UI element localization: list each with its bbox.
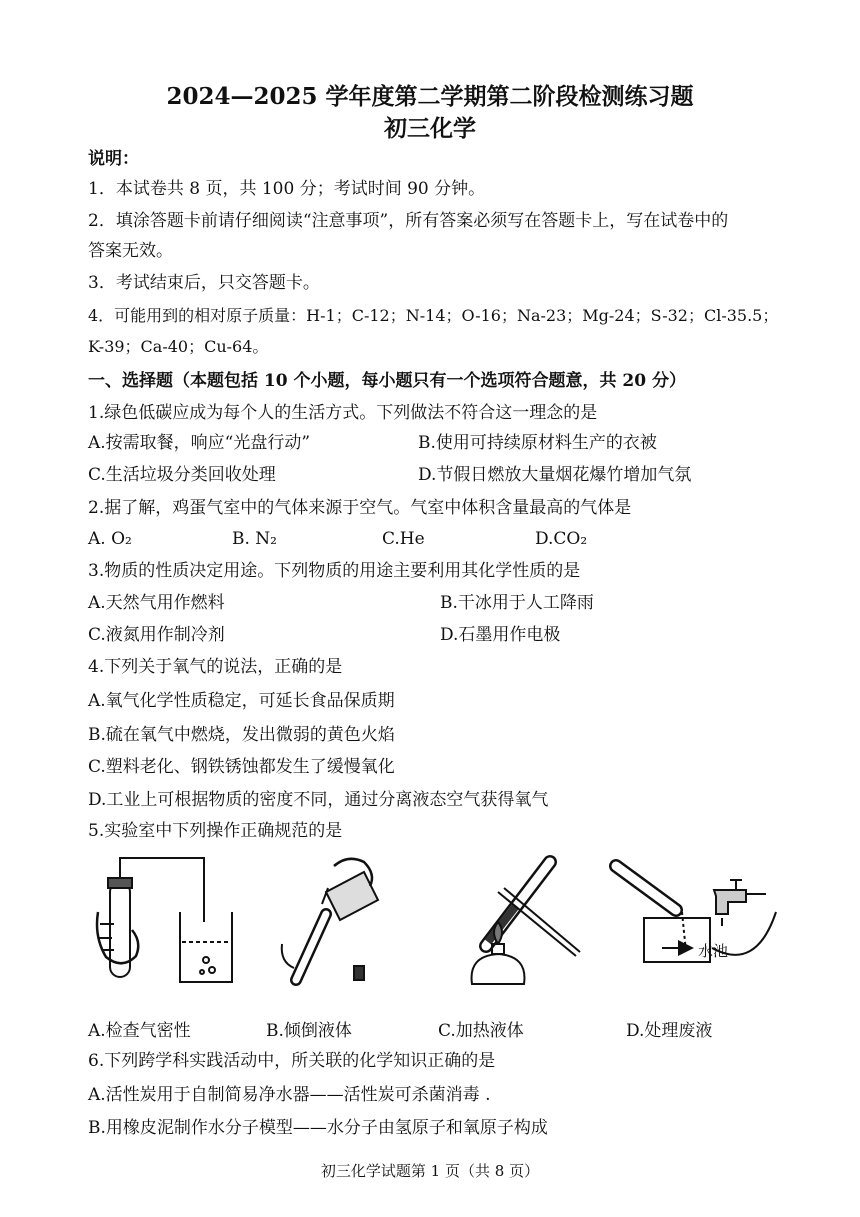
question-1-option-a: A.按需取餐，响应“光盘行动” — [88, 433, 311, 453]
question-3-option-d: D.石墨用作电极 — [440, 625, 561, 645]
question-5-option-a: A.检查气密性 — [88, 1021, 191, 1041]
question-4-option-d: D.工业上可根据物质的密度不同，通过分离液态空气获得氧气 — [88, 790, 549, 810]
instructions-heading: 说明： — [88, 149, 139, 169]
question-2-option-c: C.He — [382, 529, 425, 549]
question-3-stem: 3.物质的性质决定用途。下列物质的用途主要利用其化学性质的是 — [88, 561, 581, 581]
question-3-option-a: A.天然气用作燃料 — [88, 593, 225, 613]
question-1-option-d: D.节假日燃放大量烟花爆竹增加气氛 — [418, 465, 692, 485]
figure-dispose-waste — [606, 852, 781, 1006]
question-5-option-b: B.倾倒液体 — [266, 1021, 352, 1041]
question-2-stem: 2.据了解，鸡蛋气室中的气体来源于空气。气室中体积含量最高的气体是 — [88, 498, 632, 518]
question-1-stem: 1.绿色低碳应成为每个人的生活方式。下列做法不符合这一理念的是 — [88, 403, 598, 423]
figure-pour-liquid — [278, 852, 398, 996]
exam-subject: 初三化学 — [384, 115, 476, 142]
section-heading: 一、选择题（本题包括 10 个小题，每小题只有一个选项符合题意，共 20 分） — [88, 371, 686, 391]
question-5-option-d: D.处理废液 — [626, 1021, 713, 1041]
question-1-option-c: C.生活垃圾分类回收处理 — [88, 465, 276, 485]
page-footer: 初三化学试题第 1 页（共 8 页） — [320, 1162, 540, 1180]
question-4-stem: 4.下列关于氧气的说法，正确的是 — [88, 657, 343, 677]
figure-heat-liquid — [458, 852, 588, 996]
question-3-option-b: B.干冰用于人工降雨 — [440, 593, 594, 613]
question-2-option-a: A. O₂ — [88, 529, 132, 549]
instruction-item: 3．考试结束后，只交答题卡。 — [88, 273, 320, 293]
instruction-item: 2．填涂答题卡前请仔细阅读“注意事项”，所有答案必须写在答题卡上，写在试卷中的 — [88, 211, 729, 231]
question-2-option-b: B. N₂ — [232, 529, 277, 549]
question-2-option-d: D.CO₂ — [535, 529, 588, 549]
instruction-item: 4．可能用到的相对原子质量：H-1；C-12；N-14；O-16；Na-23；Mg-24；S-32；Cl-35.5； — [88, 306, 779, 325]
question-5-option-c: C.加热液体 — [438, 1021, 524, 1041]
sink-label: 水池 — [698, 942, 729, 960]
question-6-stem: 6.下列跨学科实践活动中，所关联的化学知识正确的是 — [88, 1051, 496, 1071]
question-3-option-c: C.液氮用作制冷剂 — [88, 625, 225, 645]
question-1-option-b: B.使用可持续原材料生产的衣被 — [418, 433, 657, 453]
question-4-option-a: A.氧气化学性质稳定，可延长食品保质期 — [88, 691, 395, 711]
instruction-item: 答案无效。 — [88, 241, 173, 261]
exam-title: 2024—2025 学年度第二学期第二阶段检测练习题 — [166, 83, 694, 110]
instruction-item: 1．本试卷共 8 页，共 100 分；考试时间 90 分钟。 — [88, 179, 486, 199]
question-6-option-a: A.活性炭用于自制简易净水器——活性炭可杀菌消毒 . — [88, 1085, 491, 1105]
figure-check-airtightness — [92, 852, 242, 996]
instruction-item: K-39；Ca-40；Cu-64。 — [88, 337, 269, 356]
question-4-option-b: B.硫在氧气中燃烧，发出微弱的黄色火焰 — [88, 725, 395, 745]
question-5-stem: 5.实验室中下列操作正确规范的是 — [88, 821, 343, 841]
question-4-option-c: C.塑料老化、钢铁锈蚀都发生了缓慢氧化 — [88, 757, 395, 777]
question-6-option-b: B.用橡皮泥制作水分子模型——水分子由氢原子和氧原子构成 — [88, 1118, 548, 1138]
